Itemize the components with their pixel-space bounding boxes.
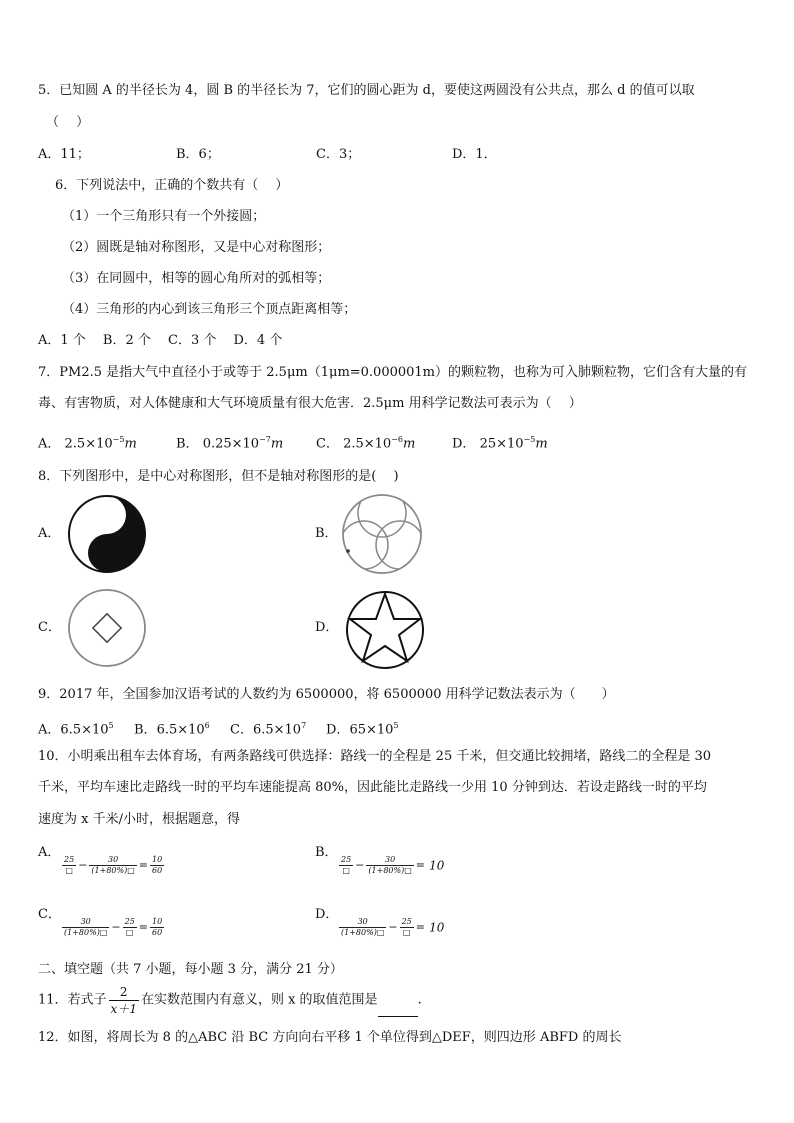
q10-line1: 10．小明乘出租车去体育场，有两条路线可供选择：路线一的全程是 25 千米，但交通比较拥堵，路线二的全程是 30 <box>38 749 712 764</box>
q12-stem: 12．如图，将周长为 8 的△ABC 沿 BC 方向向右平移 1 个单位得到△DEF，则四边形 ABFD 的周长 <box>38 1030 622 1045</box>
q9-option-d <box>326 716 399 740</box>
q6-item-2: （2）圆既是轴对称图形，又是中心对称图形； <box>62 240 331 255</box>
section-title: 二、填空题（共 7 小题，每小题 3 分，满分 21 分） <box>38 962 343 977</box>
q10-b-frac1: $\frac{25}{□}$ <box>341 855 352 875</box>
q5-option-d: D．1． <box>452 147 497 162</box>
q6-options: A．1 个 B．2 个 C．3 个 D．4 个 <box>38 333 283 348</box>
q10-label-c: C． <box>38 907 61 922</box>
q10-d-frac2: $\frac{25}{□}$ <box>401 917 412 937</box>
q7-option-d-coef: 25×10 <box>479 436 524 452</box>
q5-option-a: A．11； <box>38 147 90 162</box>
q7-option-c-exp: −6 <box>391 435 403 444</box>
q7-option-b <box>176 430 283 454</box>
q6-item-3: （3）在同圆中，相等的圆心角所对的弧相等； <box>62 271 331 286</box>
q7-option-a <box>38 430 137 454</box>
q10-equation-b: $\frac{25}{□}$ − $\frac{30}{(1+80\%)□}$ = 10 <box>341 855 445 875</box>
q7-option-b-exp: −7 <box>259 435 271 444</box>
q9-option-a-coef: 6.5×10 <box>60 722 109 738</box>
q8-label-a: A． <box>38 526 61 541</box>
q7-option-b-unit: m <box>270 436 284 452</box>
q9-option-c-exp: 7 <box>301 721 307 730</box>
q11-stem: 11．若式子 $\frac{2}{x+1}$ 在实数范围内有意义，则 x 的取值范围是 . <box>38 985 422 1016</box>
q5-option-c: C．3； <box>316 147 361 162</box>
q10-a-frac2: $\frac{30}{(1+80\%)□}$ <box>91 855 135 875</box>
q7-option-d <box>452 430 548 454</box>
q6-item-4: （4）三角形的内心到该三角形三个顶点距离相等； <box>62 302 357 317</box>
q7-option-b-coef: 0.25×10 <box>202 436 260 452</box>
star-circle-figure <box>342 588 428 672</box>
q10-equation-d: $\frac{30}{(1+80\%)□}$ − $\frac{25}{□}$ = 10 <box>341 917 445 937</box>
q9-option-a-exp: 5 <box>108 721 114 730</box>
q8-label-b: B． <box>315 526 338 541</box>
q10-line3: 速度为 x 千米/小时，根据题意，得 <box>38 812 240 827</box>
q10-b-frac2: $\frac{30}{(1+80\%)□}$ <box>368 855 412 875</box>
q7-option-c-unit: m <box>403 436 416 452</box>
q9-option-c-letter: C． <box>230 722 253 738</box>
q5-option-b: B．6； <box>176 147 220 162</box>
q5-line2: （ ） <box>46 115 90 130</box>
q9-option-c-coef: 6.5×10 <box>252 722 302 738</box>
q7-option-c <box>316 430 415 454</box>
coin-diamond-figure <box>64 586 150 670</box>
q10-c-rhs: $\frac{10}{60}$ <box>152 917 163 937</box>
q10-a-frac1: $\frac{25}{□}$ <box>64 855 75 875</box>
q5-line1: 5．已知圆 A 的半径长为 4，圆 B 的半径长为 7，它们的圆心距为 d，要使这两圆没有公共点，那么 d 的值可以取 <box>38 83 695 98</box>
q7-option-d-unit: m <box>535 436 548 452</box>
q9-option-d-exp: 5 <box>393 721 399 730</box>
q10-d-rhs: 10 <box>429 920 445 935</box>
q10-label-d: D． <box>315 907 339 922</box>
q9-option-b-letter: B． <box>134 722 157 738</box>
q11-fraction: $\frac{2}{x+1}$ <box>110 985 137 1016</box>
three-arcs-figure <box>338 491 426 577</box>
q6-item-1: （1）一个三角形只有一个外接圆； <box>62 209 266 224</box>
q7-option-a-coef: 2.5×10 <box>64 436 113 452</box>
q10-b-rhs: 10 <box>429 858 445 873</box>
q7-option-a-letter: A． <box>38 436 61 452</box>
yin-yang-figure <box>64 492 150 576</box>
q9-option-b-exp: 6 <box>204 721 210 730</box>
q7-option-b-letter: B． <box>176 436 199 452</box>
q10-c-frac1: $\frac{30}{(1+80\%)□}$ <box>64 917 108 937</box>
q10-label-a: A． <box>38 845 61 860</box>
q9-option-b-coef: 6.5×10 <box>156 722 205 738</box>
q9-option-a <box>38 716 114 740</box>
q7-option-c-coef: 2.5×10 <box>343 436 392 452</box>
q9-option-d-coef: 65×10 <box>349 722 394 738</box>
q10-line2: 千米，平均车速比走路线一时的平均车速能提高 80%，因此能比走路线一少用 10 分钟到达．若设走路线一时的平均 <box>38 780 707 795</box>
q9-option-c <box>230 716 306 740</box>
q10-a-rhs: $\frac{10}{60}$ <box>152 855 163 875</box>
q6-stem: 6．下列说法中，正确的个数共有（ ） <box>55 178 289 193</box>
q10-equation-c: $\frac{30}{(1+80\%)□}$ − $\frac{25}{□}$ = $\frac{10}{60}$ <box>64 917 163 937</box>
q9-stem: 9．2017 年，全国参加汉语考试的人数约为 6500000，将 6500000 用科学记数法表示为（ ） <box>38 687 615 702</box>
q10-label-b: B． <box>315 845 338 860</box>
q7-option-a-unit: m <box>124 436 137 452</box>
q11-answer-blank[interactable] <box>378 1002 418 1017</box>
q7-option-a-exp: −5 <box>112 435 125 444</box>
q9-option-b <box>134 716 210 740</box>
q8-stem: 8．下列图形中，是中心对称图形，但不是轴对称图形的是( ) <box>38 469 399 484</box>
q8-label-c: C． <box>38 620 61 635</box>
q9-option-a-letter: A． <box>38 722 61 738</box>
q8-label-d: D． <box>315 620 339 635</box>
q9-option-d-letter: D． <box>326 722 350 738</box>
q10-c-frac2: $\frac{25}{□}$ <box>124 917 135 937</box>
q7-option-d-exp: −5 <box>523 435 536 444</box>
q7-line1: 7．PM2.5 是指大气中直径小于或等于 2.5μm（1μm=0.000001m）的颗粒物，也称为可入肺颗粒物，它们含有大量的有 <box>38 365 748 380</box>
q10-d-frac1: $\frac{30}{(1+80\%)□}$ <box>341 917 385 937</box>
q7-option-c-letter: C． <box>316 436 339 452</box>
q7-option-d-letter: D． <box>452 436 476 452</box>
q10-equation-a: $\frac{25}{□}$ − $\frac{30}{(1+80\%)□}$ = $\frac{10}{60}$ <box>64 855 163 875</box>
q7-line2: 毒、有害物质，对人体健康和大气环境质量有很大危害．2.5μm 用科学记数法可表示为（ ） <box>38 396 582 411</box>
